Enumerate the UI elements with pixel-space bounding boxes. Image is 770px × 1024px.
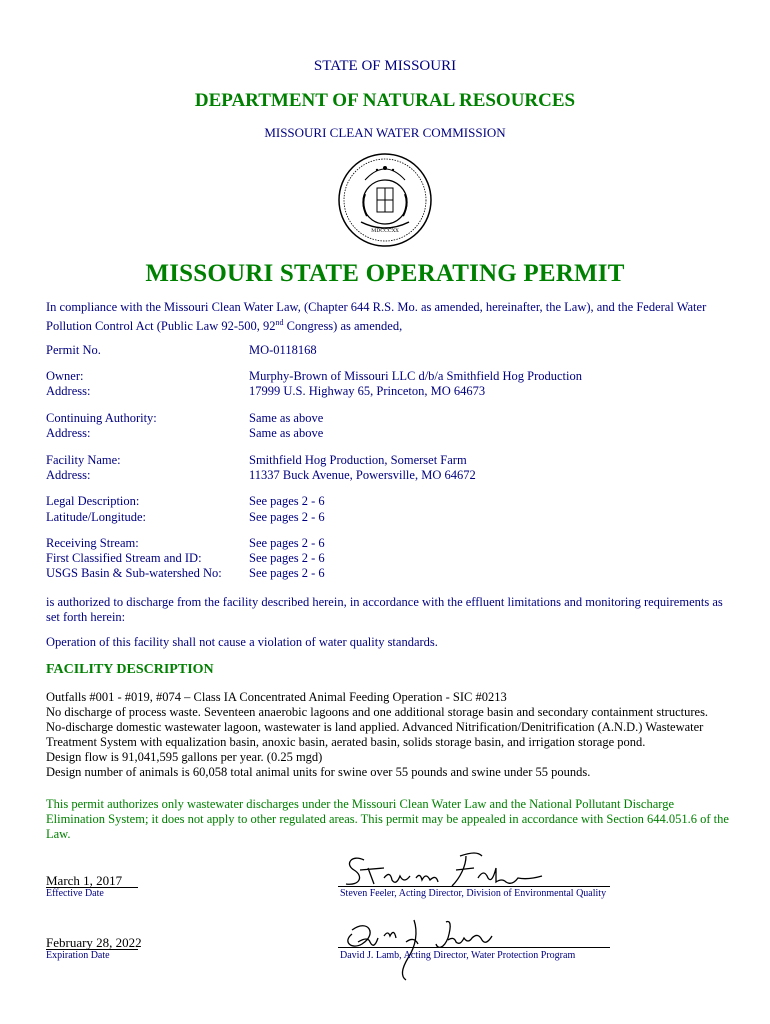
- continuing-value: Same as above: [249, 411, 324, 425]
- intro-text-1: In compliance with the Missouri Clean Water Law, (Chapter 644 R.S. Mo. as amended, hereinafter, the Law), and the Federal Water Pollution Control Act (Public Law 92-500, 92: [46, 300, 707, 334]
- commission-heading: MISSOURI CLEAN WATER COMMISSION: [264, 125, 506, 140]
- signer-1-caption: Steven Feeler, Acting Director, Division of Environmental Quality: [340, 888, 607, 899]
- receiving-label: Receiving Stream:: [46, 536, 139, 550]
- facility-description-heading: FACILITY DESCRIPTION: [46, 662, 214, 677]
- first-stream-label: First Classified Stream and ID:: [46, 551, 202, 565]
- effective-date-label: Effective Date: [46, 888, 104, 899]
- first-stream-value: See pages 2 - 6: [249, 551, 325, 565]
- permit-no-value: MO-0118168: [249, 343, 317, 357]
- receiving-value: See pages 2 - 6: [249, 536, 325, 550]
- department-heading: DEPARTMENT OF NATURAL RESOURCES: [194, 90, 576, 111]
- usgs-value: See pages 2 - 6: [249, 566, 325, 580]
- facility-label: Facility Name:: [46, 453, 121, 467]
- description-line: No-discharge domestic wastewater lagoon, wastewater is land applied. Advanced Nitrification/Denitrification (A.N.D.) Wastewater Treatment System with equalization basin, anoxic basin, aerated basin, solids storage basin, and irrigation storage pond.: [46, 720, 704, 749]
- intro-paragraph: [46, 300, 736, 334]
- latlong-label: Latitude/Longitude:: [46, 510, 146, 524]
- facility-address-label: Address:: [46, 468, 91, 482]
- authorized-paragraph: is authorized to discharge from the facility described herein, in accordance with the effluent limitations and monitoring requirements as set forth herein:: [46, 595, 723, 624]
- intro-text-2: Congress) as amended,: [283, 319, 403, 334]
- state-heading: STATE OF MISSOURI: [313, 58, 457, 74]
- description-line: Design flow is 91,041,595 gallons per year. (0.25 mgd): [46, 750, 323, 764]
- owner-address-value: 17999 U.S. Highway 65, Princeton, MO 64673: [249, 384, 486, 398]
- svg-text:MDCCCXX: MDCCCXX: [371, 228, 399, 234]
- signature-line-2: [338, 947, 610, 948]
- expiration-date-label: Expiration Date: [46, 950, 110, 961]
- continuing-address-label: Address:: [46, 426, 91, 440]
- missouri-state-seal: [335, 150, 435, 250]
- continuing-label: Continuing Authority:: [46, 411, 157, 425]
- legal-value: See pages 2 - 6: [249, 494, 325, 508]
- operation-paragraph: Operation of this facility shall not cause a violation of water quality standards.: [46, 635, 438, 649]
- owner-address-label: Address:: [46, 384, 91, 398]
- description-line: No discharge of process waste. Seventeen anaerobic lagoons and one additional storage basin and secondary containment structures.: [46, 705, 709, 719]
- david-lamb-signature: [338, 912, 508, 984]
- latlong-value: See pages 2 - 6: [249, 510, 325, 524]
- authorization-paragraph: This permit authorizes only wastewater discharges under the Missouri Clean Water Law and the National Pollutant Discharge Elimination System; it does not apply to other regulated areas. This permit may be appealed in accordance with Section 644.051.6 of the Law.: [46, 797, 729, 841]
- steven-feeler-signature: [338, 848, 548, 890]
- owner-label: Owner:: [46, 369, 84, 383]
- permit-title: MISSOURI STATE OPERATING PERMIT: [145, 260, 625, 287]
- usgs-label: USGS Basin & Sub-watershed No:: [46, 566, 222, 580]
- permit-no-label: Permit No.: [46, 343, 101, 357]
- facility-description-body: [46, 690, 746, 780]
- signature-line-1: [338, 886, 610, 887]
- effective-date: March 1, 2017: [46, 873, 123, 888]
- facility-address-value: 11337 Buck Avenue, Powersville, MO 64672: [249, 468, 476, 482]
- legal-label: Legal Description:: [46, 494, 140, 508]
- continuing-address-value: Same as above: [249, 426, 324, 440]
- facility-value: Smithfield Hog Production, Somerset Farm: [249, 453, 467, 467]
- description-line: Design number of animals is 60,058 total animal units for swine over 55 pounds and swine under 55 pounds.: [46, 765, 591, 779]
- description-line: Outfalls #001 - #019, #074 – Class IA Concentrated Animal Feeding Operation - SIC #0213: [46, 690, 507, 704]
- expiration-date: February 28, 2022: [46, 935, 142, 950]
- intro-sup: nd: [275, 318, 284, 327]
- owner-value: Murphy-Brown of Missouri LLC d/b/a Smithfield Hog Production: [249, 369, 582, 383]
- signer-2-caption: David J. Lamb, Acting Director, Water Protection Program: [340, 950, 576, 961]
